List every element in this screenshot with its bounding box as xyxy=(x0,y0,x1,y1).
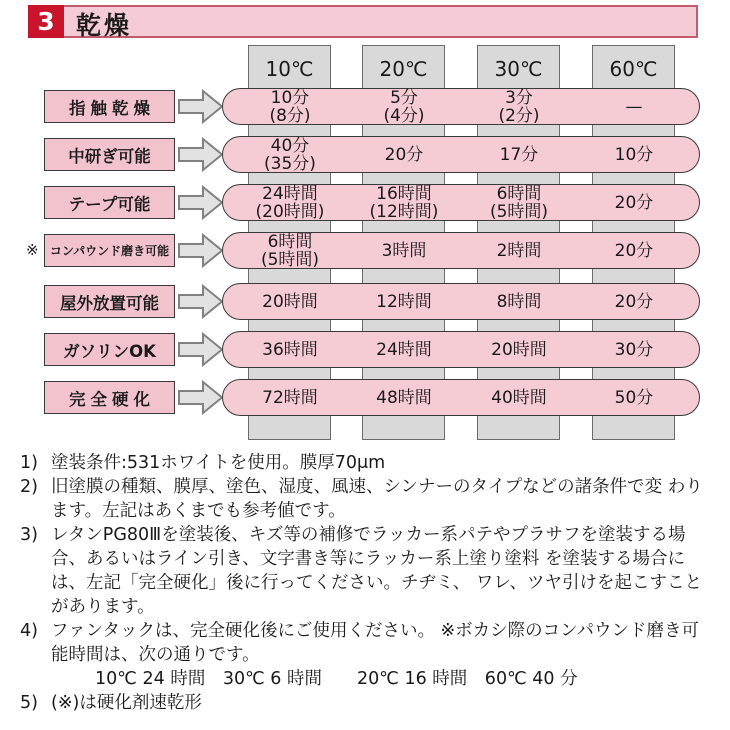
temp-column-60c: 60℃ xyxy=(592,45,675,440)
cell-value: 2時間 xyxy=(496,240,542,261)
table-row xyxy=(222,283,700,320)
row-label-full-cure: 完全硬化 xyxy=(44,381,175,414)
row-label-sandable: 中研ぎ可能 xyxy=(44,138,175,171)
footnote-number: 3) xyxy=(20,525,38,545)
cell-value: 5分 xyxy=(390,87,418,108)
table-cell xyxy=(574,332,694,367)
table-row xyxy=(222,379,700,416)
arrow-right-icon xyxy=(178,137,224,172)
footnote-times: 10℃ 24 時間 30℃ 6 時間 20℃ 16 時間 60℃ 40 分 xyxy=(95,669,578,689)
cell-value: 6時間 xyxy=(267,231,313,252)
cell-value: 20分 xyxy=(384,144,424,165)
arrow-right-icon xyxy=(178,380,224,415)
table-cell xyxy=(230,137,350,172)
table-cell xyxy=(230,380,350,415)
cell-subvalue: (8分) xyxy=(269,105,311,126)
table-cell xyxy=(459,233,579,268)
cell-value: 36時間 xyxy=(262,339,318,360)
cell-subvalue: (4分) xyxy=(383,105,425,126)
cell-value: 20時間 xyxy=(262,291,318,312)
table-cell xyxy=(574,89,694,124)
footnote-text: 塗装条件:531ホワイトを使用。膜厚70μm xyxy=(51,453,386,473)
footnote-4 xyxy=(20,619,716,691)
table-cell xyxy=(344,380,464,415)
table-cell xyxy=(459,284,579,319)
cell-value: 10分 xyxy=(614,144,654,165)
footnote-3 xyxy=(20,523,716,619)
cell-subvalue: (5時間) xyxy=(260,249,320,270)
table-cell xyxy=(230,284,350,319)
table-cell xyxy=(459,332,579,367)
footnote-1 xyxy=(20,451,716,475)
table-cell xyxy=(344,185,464,220)
cell-value: 48時間 xyxy=(376,387,432,408)
cell-value: 20時間 xyxy=(491,339,547,360)
cell-value: 16時間 xyxy=(376,183,432,204)
cell-value: 24時間 xyxy=(262,183,318,204)
footnotes xyxy=(20,451,716,715)
arrow-right-icon xyxy=(178,185,224,220)
cell-subvalue: (20時間) xyxy=(255,201,325,222)
footnote-number: 1) xyxy=(20,453,38,473)
cell-value: 40分 xyxy=(270,135,310,156)
cell-value: 20分 xyxy=(614,192,654,213)
table-row xyxy=(222,232,700,269)
table-cell xyxy=(230,332,350,367)
section-number-badge: 3 xyxy=(28,5,64,38)
table-cell xyxy=(230,233,350,268)
footnote-number: 5) xyxy=(20,693,38,713)
cell-value: 20分 xyxy=(614,291,654,312)
table-cell xyxy=(459,380,579,415)
cell-value: 40時間 xyxy=(491,387,547,408)
table-cell xyxy=(344,137,464,172)
table-row xyxy=(222,331,700,368)
cell-value: 17分 xyxy=(499,144,539,165)
cell-value: 3時間 xyxy=(381,240,427,261)
row-label-compound-ok: コンパウンド磨き可能 xyxy=(44,234,175,267)
temp-column-20c: 20℃ xyxy=(362,45,445,440)
cell-subvalue: (35分) xyxy=(264,153,316,174)
footnote-5 xyxy=(20,691,716,715)
cell-value: 30分 xyxy=(614,339,654,360)
table-cell xyxy=(230,185,350,220)
cell-value: 12時間 xyxy=(376,291,432,312)
table-cell xyxy=(459,137,579,172)
cell-value: 6時間 xyxy=(496,183,542,204)
footnote-text: レタンPG80Ⅲを塗装後、キズ等の補修でラッカー系パテやプラサフを塗装する場合、あるいはライン引き、文字書き等にラッカー系上塗り塗料 を塗装する場合には、左記「完全硬化」後に行ってください。チヂミ、 ワレ、ツヤ引けを起こすことがあります。 xyxy=(51,525,702,617)
row-label-tape-ok: テープ可能 xyxy=(44,186,175,219)
cell-value: 8時間 xyxy=(496,291,542,312)
table-cell xyxy=(344,233,464,268)
cell-value: 10分 xyxy=(270,87,310,108)
table-cell xyxy=(344,332,464,367)
table-row xyxy=(222,184,700,221)
row-label-gasoline-ok: ガソリンOK xyxy=(44,333,175,366)
arrow-right-icon xyxy=(178,89,224,124)
table-cell xyxy=(574,380,694,415)
cell-subvalue: (12時間) xyxy=(369,201,439,222)
footnote-text: (※)は硬化剤速乾形 xyxy=(51,693,202,713)
table-cell xyxy=(574,233,694,268)
temp-column-30c: 30℃ xyxy=(477,45,560,440)
table-cell xyxy=(459,89,579,124)
footnote-number: 4) xyxy=(20,621,38,641)
footnote-text: ファンタックは、完全硬化後にご使用ください。 ※ボカシ際のコンパウンド磨き可能時間は、次の通りです。 xyxy=(51,621,699,665)
table-row xyxy=(222,88,700,125)
footnote-text: 旧塗膜の種類、膜厚、塗色、湿度、風速、シンナーのタイプなどの諸条件で変 わります。左記はあくまでも参考値です。 xyxy=(51,477,703,521)
row-label-touch-dry: 指触乾燥 xyxy=(44,90,175,123)
arrow-right-icon xyxy=(178,284,224,319)
table-cell xyxy=(459,185,579,220)
cell-value: 24時間 xyxy=(376,339,432,360)
cell-subvalue: (5時間) xyxy=(489,201,549,222)
table-cell xyxy=(574,185,694,220)
table-cell xyxy=(344,284,464,319)
asterisk-note-mark: ※ xyxy=(26,241,39,259)
row-label-outdoor-ok: 屋外放置可能 xyxy=(44,285,175,318)
page-title: 乾燥 xyxy=(76,11,133,40)
cell-value: 72時間 xyxy=(262,387,318,408)
temp-column-10c: 10℃ xyxy=(248,45,331,440)
cell-value: 3分 xyxy=(505,87,533,108)
cell-value: — xyxy=(625,96,643,117)
arrow-right-icon xyxy=(178,332,224,367)
table-cell xyxy=(344,89,464,124)
footnote-number: 2) xyxy=(20,477,38,497)
cell-value: 20分 xyxy=(614,240,654,261)
cell-subvalue: (2分) xyxy=(498,105,540,126)
table-cell xyxy=(574,284,694,319)
table-cell xyxy=(574,137,694,172)
arrow-right-icon xyxy=(178,233,224,268)
table-cell xyxy=(230,89,350,124)
cell-value: 50分 xyxy=(614,387,654,408)
table-row xyxy=(222,136,700,173)
footnote-2 xyxy=(20,475,716,523)
